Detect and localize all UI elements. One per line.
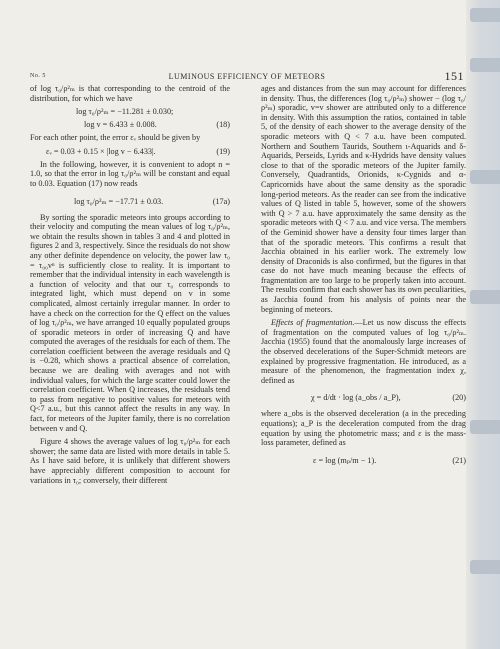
binder-tab	[470, 290, 500, 304]
paragraph: of log τ₀/ρ²ₘ is that corresponding to the centroid of the distribution, for which we have	[30, 84, 230, 103]
running-title: LUMINOUS EFFICIENCY OF METEORS	[168, 72, 326, 81]
paragraph: For each other point, the error εᵥ should be given by	[30, 133, 201, 143]
paragraph: ages and distances from the sun may account for differences in density. Thus, the differences (log τ₀/ρ²ₘ) shower − (log τ₀/ρ²ₘ) sporadic, v=v shower are attributed only to a difference in density. With this assumption the ratios, contained in table 5, of the density of each shower to the average density of the sporadic meteors with Q < 7 a.u. have been computed. Northern and Southern Taurids, Southern ι-Aquarids and δ-Aquarids, Perseids, Lyrids and κ-Hydrids have density values close to that of the sporadic meteors of the Jupiter family. Conversely, Quadrantids, Orionids, κ-Cygnids and α-Capricornids have about the same density as the sporadic long-period meteors. As the reader can see from the indicative values of Q listed in table 5, however, some of the showers with Q > 7 a.u. have approximately the same density as the sporadic meteors with Q < 7 a.u. and vice versa. The members of the Geminid shower have a density four times larger than that of the sporadic meteors. This confirms a result that Jacchia obtained in his earlier work. The extremely low density of Draconids is also confirmed, but the figures in that case do not have much meaning because the effects of fragmentation are too large to be properly taken into account. The results confirm that each shower has its own peculiarities, as Jacchia found from his analysis of points near the beginning of meteors.	[261, 84, 466, 314]
equation-20: χ = d/dt · log (a_obs / a_P), (20)	[311, 393, 466, 403]
equation-number: (20)	[452, 393, 466, 403]
equation-number: (19)	[216, 146, 230, 156]
paragraph: In the following, however, it is convenient to adopt n = 1.0, so that the error in log τ₀/ρ²ₘ will be constant and equal to 0.03. Equation (17) now reads	[30, 159, 230, 188]
equation-18b: log v = 6.433 ± 0.008. (18)	[84, 120, 230, 130]
equation-18a: log τ₀/ρ²ₘ = −11.281 ± 0.030;	[76, 107, 174, 117]
paragraph: where a_obs is the observed deceleration (a in the preceding equations); a_P is the deceleration computed from the drag equation by using the photometric mass; and ε is the mass-loss parameter, defined as	[261, 409, 466, 448]
binder-tab	[470, 420, 500, 434]
binder-tab	[470, 560, 500, 574]
equation-21: ε = log (mₚ/m − 1). (21)	[313, 455, 466, 465]
binder-tab	[470, 58, 500, 72]
running-header	[30, 71, 464, 85]
equation-19: εᵥ = 0.03 + 0.15 × |log v − 6.433|. (19)	[46, 146, 230, 156]
binder-edge	[466, 0, 500, 649]
equation-number: (18)	[216, 120, 230, 130]
right-column	[261, 84, 466, 472]
equation-number: (17a)	[212, 196, 230, 206]
binder-tab	[470, 170, 500, 184]
binder-tab	[470, 8, 500, 22]
equation-number: (21)	[452, 455, 466, 465]
left-column	[30, 84, 230, 489]
paragraph: Effects of fragmentation.—Let us now discuss the effects of fragmentation on the computed values of log τ₀/ρ²ₘ. Jacchia (1955) found that the anomalously large increases of the observed decelerations of the Super-Schmidt meteors are explained by progressive fragmentation. He introduced, as a measure of the phenomenon, the fragmentation index χ, defined as	[261, 318, 466, 385]
page-number: 151	[444, 69, 464, 83]
paragraph: Figure 4 shows the average values of log τ₀/ρ²ₘ for each shower; the same data are listed with more details in table 5. As I have said before, it is unlikely that different showers have appreciably different composition to account for variations in τ₀; conversely, their different	[30, 437, 230, 485]
issue-number: No. 5	[30, 73, 46, 79]
section-heading: Effects of fragmentation.	[271, 318, 355, 328]
equation-17a: log τ₀/ρ²ₘ = −17.71 ± 0.03. (17a)	[74, 196, 230, 206]
paragraph: By sorting the sporadic meteors into groups according to their velocity and computing the mean values of log τ₀/ρ²ₘ, we obtain the results shown in tables 3 and 4 and plotted in figures 2 and 3, respectively. Since the residuals do not show any other definite dependence on velocity, the power law τ₀ = τ₀₀vⁿ is sufficiently close to reality. It is important to remember that the individual intensity in each wavelength is a function of velocity and that our τ₀ corresponds to integrated light, which must depend on v in some complicated, almost certainly irregular manner. In order to have a check on the correction for the Q effect on the values of log τ₀/ρ²ₘ, we have arranged 10 equally populated groups of sporadic meteors in order of increasing Q and have computed the averages of the residuals for each of them. The correlation coefficient between the average residuals and Q is −0.28, which shows a practical absence of correlation, because we are dealing with averages and not with individual values, for which the large scatter could lower the correlation coefficient. When Q increases, the residuals tend to pass from negative to positive values for meteors with Q<7 a.u., but this cannot affect the results in any way. In fact, for meteors of the Jupiter family, there is no correlation between v and Q.	[30, 212, 230, 433]
